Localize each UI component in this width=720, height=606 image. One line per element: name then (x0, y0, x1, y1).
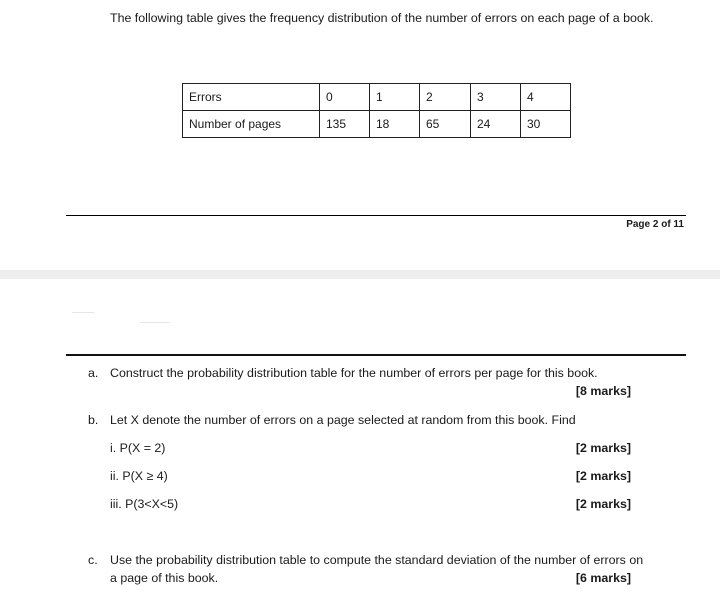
question-b-label: b. (88, 413, 99, 427)
frequency-table (182, 83, 571, 138)
header-divider (66, 354, 686, 356)
table-cell: 3 (471, 84, 521, 111)
scan-smudge (140, 322, 170, 323)
table-row (183, 111, 571, 138)
table-row (183, 84, 571, 111)
question-b-part-iii: iii. P(3<X<5) (110, 497, 179, 511)
footer-divider (66, 215, 686, 216)
table-cell: 65 (420, 111, 471, 138)
table-row-header: Number of pages (183, 111, 320, 138)
question-a-label: a. (88, 366, 99, 380)
question-c-label: c. (88, 553, 98, 567)
question-b-part-iii-marks: [2 marks] (575, 497, 631, 511)
table-cell: 18 (370, 111, 420, 138)
table-cell: 1 (370, 84, 420, 111)
table-cell: 24 (471, 111, 521, 138)
question-a-text: Construct the probability distribution table for the number of errors per page for this book. (110, 366, 598, 380)
table-cell: 2 (420, 84, 471, 111)
question-c-text-line2: a page of this book. (110, 571, 219, 585)
table-row-header: Errors (183, 84, 320, 111)
page-break-band (0, 270, 720, 279)
question-b-text: Let X denote the number of errors on a page selected at random from this book. Find (110, 413, 576, 427)
table-cell: 4 (521, 84, 571, 111)
table-cell: 135 (320, 111, 370, 138)
intro-text: The following table gives the frequency distribution of the number of errors on each page of a book. (110, 11, 654, 25)
question-b-part-ii: ii. P(X ≥ 4) (110, 469, 168, 483)
scan-smudge (72, 312, 94, 313)
question-c-marks: [6 marks] (575, 571, 631, 585)
page-number: Page 2 of 11 (626, 219, 684, 230)
question-b-part-i: i. P(X = 2) (110, 441, 166, 455)
table-cell: 0 (320, 84, 370, 111)
question-b-part-ii-marks: [2 marks] (575, 469, 631, 483)
question-a-marks: [8 marks] (575, 384, 631, 398)
question-c-text-line1: Use the probability distribution table to compute the standard deviation of the number of errors on (110, 553, 644, 567)
table-cell: 30 (521, 111, 571, 138)
question-b-part-i-marks: [2 marks] (575, 441, 631, 455)
